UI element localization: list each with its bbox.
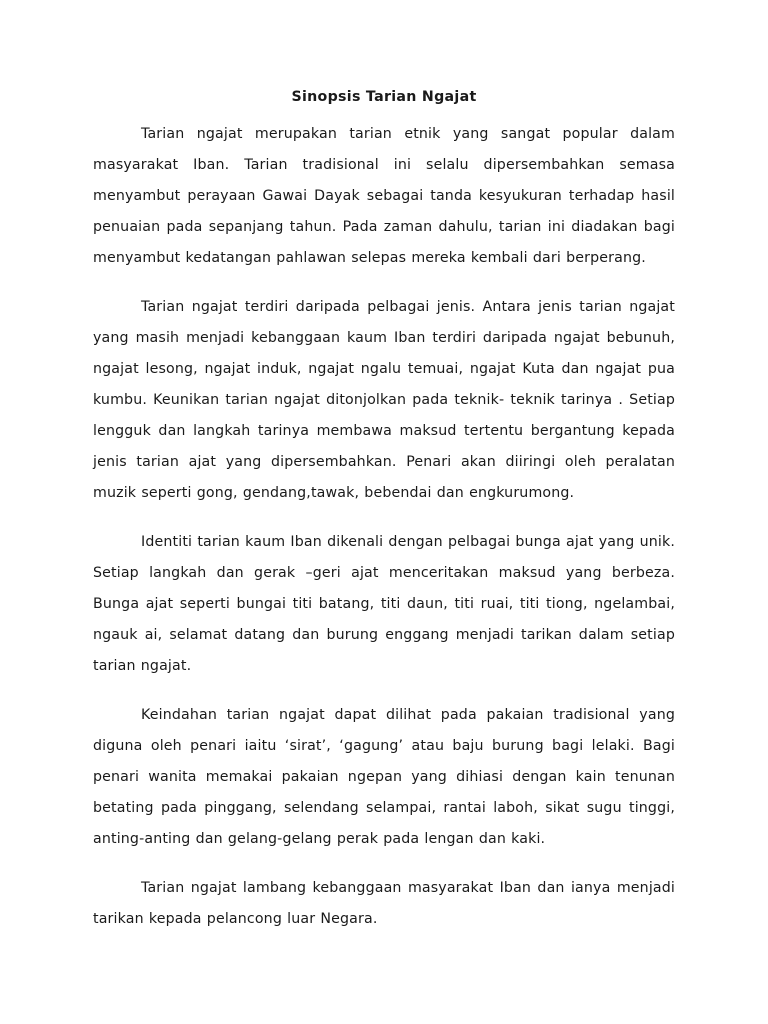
paragraph-4: Keindahan tarian ngajat dapat dilihat pada pakaian tradisional yang diguna oleh penari iaitu ‘sirat’, ‘gagung’ atau baju burung bagi lelaki. Bagi penari wanita memakai pakaian ngepan yang dihiasi dengan kain tenunan betating pada pinggang, selendang selampai, rantai laboh, sikat sugu tinggi, anting-anting dan gelang-gelang perak pada lengan dan kaki. [93, 707, 675, 847]
paragraph-3: Identiti tarian kaum Iban dikenali dengan pelbagai bunga ajat yang unik. Setiap langkah dan gerak –geri ajat menceritakan maksud yang berbeza. Bunga ajat seperti bungai titi batang, titi daun, titi ruai, titi tiong, ngelambai, ngauk ai, selamat datang dan burung enggang menjadi tarikan dalam setiap tarian ngajat. [93, 534, 675, 674]
paragraph-2: Tarian ngajat terdiri daripada pelbagai jenis. Antara jenis tarian ngajat yang masih menjadi kebanggaan kaum Iban terdiri daripada ngajat bebunuh, ngajat lesong, ngajat induk, ngajat ngalu temuai, ngajat Kuta dan ngajat pua kumbu. Keunikan tarian ngajat ditonjolkan pada teknik- teknik tarinya . Setiap lengguk dan langkah tarinya membawa maksud tertentu bergantung kepada jenis tarian ajat yang dipersembahkan. Penari akan diiringi oleh peralatan muzik seperti gong, gendang,tawak, bebendai dan engkurumong. [93, 299, 675, 501]
document-title: Sinopsis Tarian Ngajat [291, 89, 477, 105]
paragraph-5: Tarian ngajat lambang kebanggaan masyarakat Iban dan ianya menjadi tarikan kepada pelancong luar Negara. [93, 880, 675, 927]
paragraph-1: Tarian ngajat merupakan tarian etnik yang sangat popular dalam masyarakat Iban. Tarian tradisional ini selalu dipersembahkan semasa menyambut perayaan Gawai Dayak sebagai tanda kesyukuran terhadap hasil penuaian pada sepanjang tahun. Pada zaman dahulu, tarian ini diadakan bagi menyambut kedatangan pahlawan selepas mereka kembali dari berperang. [93, 126, 675, 266]
